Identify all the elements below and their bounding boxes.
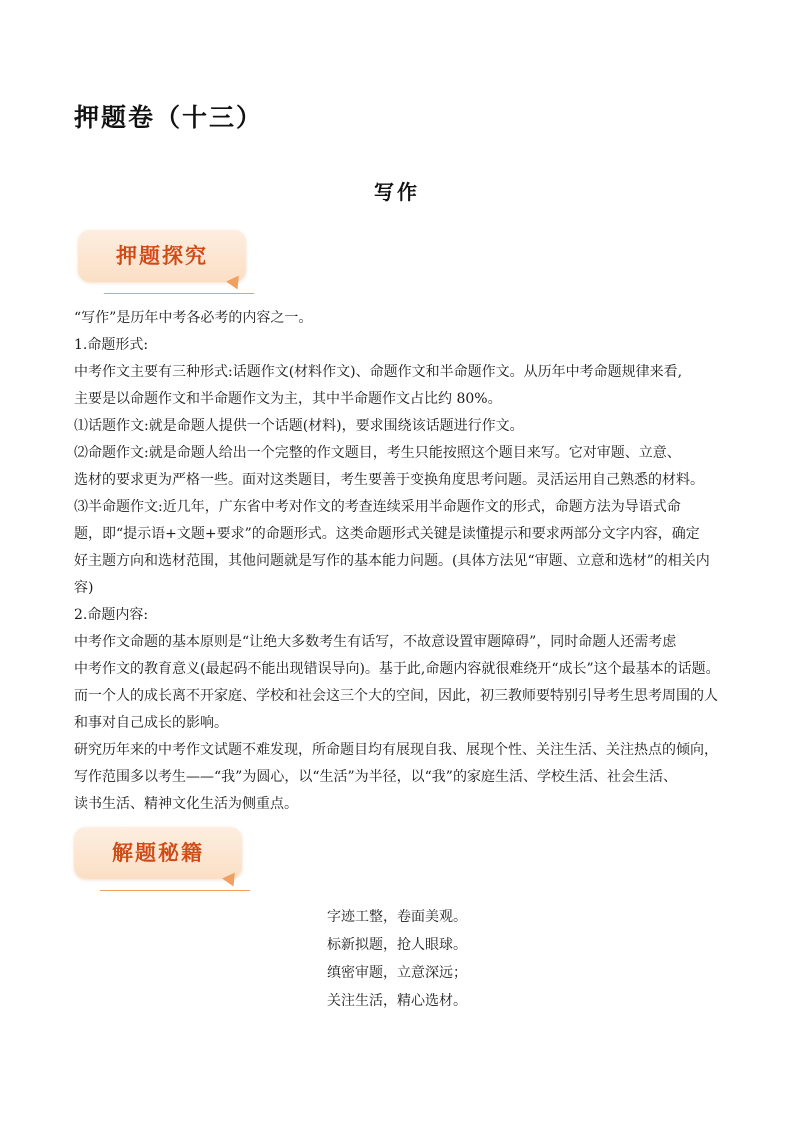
text-line: 题，即“提示语+文题+要求”的命题形式。这类命题形式关键是读懂提示和要求两部分文字内容，确定 <box>74 526 700 542</box>
text-line: 读书生活、精神文化生活为侧重点。 <box>74 796 298 812</box>
poem-line: 字迹工整，卷面美观。 <box>327 909 467 925</box>
text-line: 研究历年来的中考作文试题不难发现，所命题目均有展现自我、展现个性、关注生活、关注热点的倾向， <box>74 742 718 758</box>
page-title: 押题卷（十三） <box>74 103 264 132</box>
text-line: 而一个人的成长离不开家庭、学校和社会这三个大的空间，因此，初三教师要特别引导考生思考周围的人 <box>74 688 718 704</box>
text-line: ⑵命题作文:就是命题人给出一个完整的作文题目，考生只能按照这个题目来写。它对审题、立意、 <box>74 445 681 461</box>
text-line: 和事对自己成长的影响。 <box>74 715 228 731</box>
analysis-body <box>74 305 734 818</box>
tips-poem <box>327 903 467 1015</box>
text-line: “写作”是历年中考各必考的内容之一。 <box>74 310 313 326</box>
text-line: 容) <box>74 580 94 596</box>
banner-label: 押题探究 <box>116 244 208 268</box>
text-line: 主要是以命题作文和半命题作文为主，其中半命题作文占比约 80%。 <box>74 391 502 407</box>
text-line: 写作范围多以考生——“我”为圆心，以“生活”为半径，以“我”的家庭生活、学校生活、社会生活、 <box>74 769 677 785</box>
section-title: 写作 <box>374 180 420 204</box>
banner-label: 解题秘籍 <box>112 841 204 865</box>
poem-line: 关注生活，精心选材。 <box>327 993 467 1009</box>
text-line: 选材的要求更为严格一些。面对这类题目，考生要善于变换角度思考问题。灵活运用自己熟悉的材料。 <box>74 472 704 488</box>
text-line: ⑴话题作文:就是命题人提供一个话题(材料)，要求围绕该话题进行作文。 <box>74 418 524 434</box>
text-line: 1.命题形式: <box>74 337 149 353</box>
text-line: 2.命题内容: <box>74 607 149 623</box>
banner-tips <box>74 827 264 893</box>
text-line: 中考作文命题的基本原则是“让绝大多数考生有话写，不故意设置审题障碍”，同时命题人还需考虑 <box>74 634 677 650</box>
poem-line: 标新拟题，抢人眼球。 <box>327 937 467 953</box>
poem-line: 缜密审题，立意深远； <box>327 965 467 981</box>
text-line: 中考作文主要有三种形式:话题作文(材料作文)、命题作文和半命题作文。从历年中考命题规律来看, <box>74 364 683 380</box>
text-line: ⑶半命题作文:近几年，广东省中考对作文的考查连续采用半命题作文的形式，命题方法为导语式命 <box>74 499 681 515</box>
text-line: 中考作文的教育意义(最起码不能出现错误导向)。基于此,命题内容就很难绕开“成长”这个最基本的话题。 <box>74 661 720 677</box>
banner-analysis <box>78 230 268 296</box>
text-line: 好主题方向和选材范围，其他问题就是写作的基本能力问题。(具体方法见“审题、立意和选材”的相关内 <box>74 553 710 569</box>
